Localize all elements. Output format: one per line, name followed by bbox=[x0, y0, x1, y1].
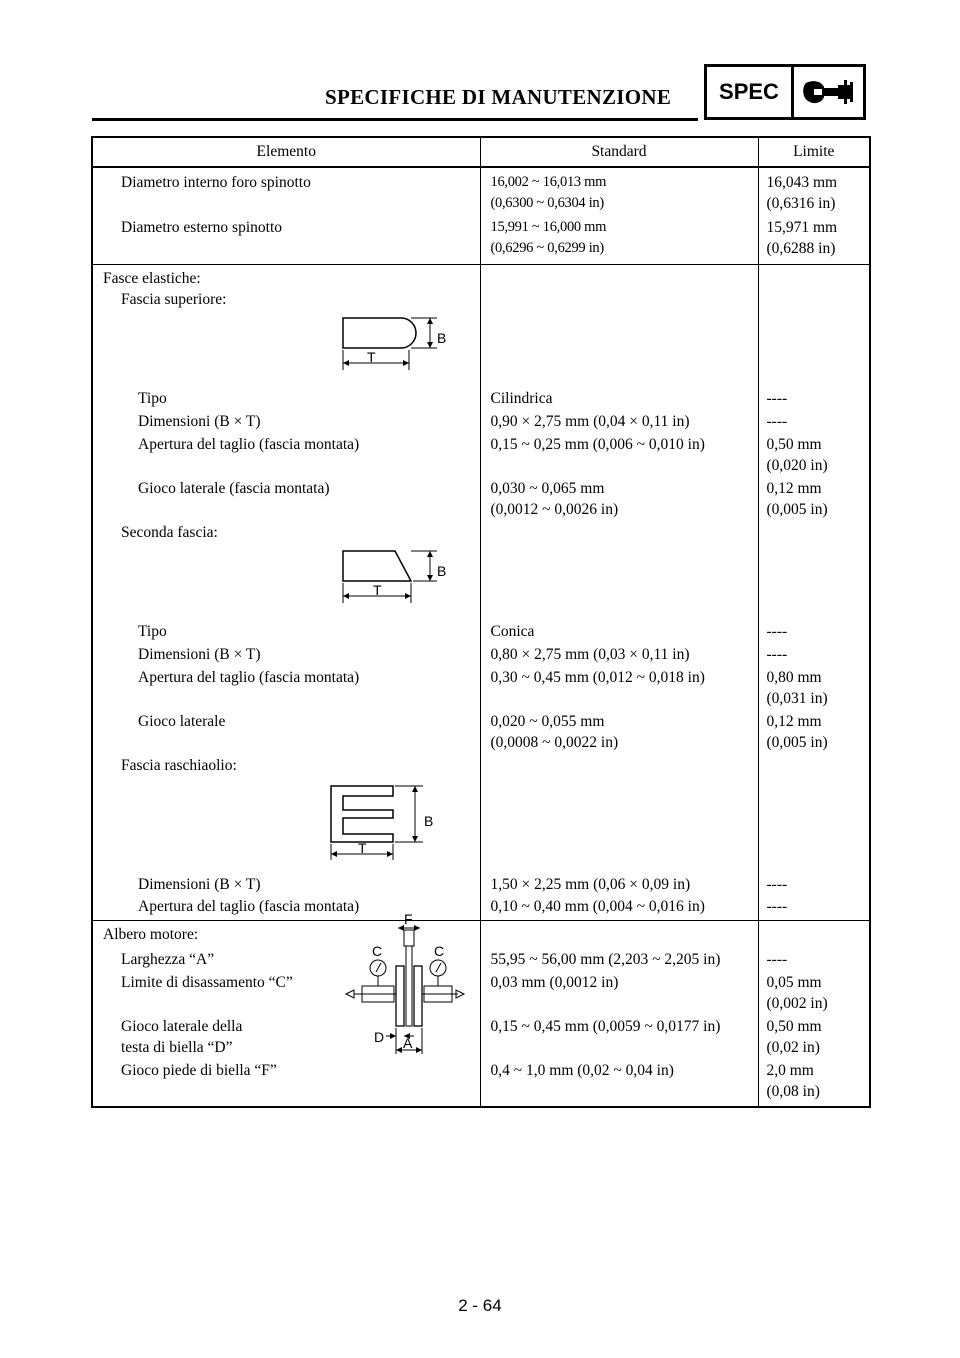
table-row bbox=[92, 709, 870, 753]
row-limit: 16,043 mm (0,6316 in) bbox=[766, 174, 838, 212]
row-standard: 0,30 ~ 0,45 mm (0,012 ~ 0,018 in) bbox=[480, 665, 758, 709]
row-limit: 0,12 mm (0,005 in) bbox=[766, 480, 828, 518]
fig-label-a: A bbox=[403, 1035, 413, 1051]
fig-label-d: D bbox=[374, 1029, 385, 1045]
section-title: Albero motore: bbox=[92, 921, 480, 946]
section-piston-rings bbox=[92, 265, 870, 921]
fig-label-f: F bbox=[404, 911, 413, 927]
row-label: Diametro esterno spinotto bbox=[92, 214, 480, 265]
row-label: Gioco laterale della testa di biella “D” bbox=[92, 1014, 480, 1058]
row-limit: ---- bbox=[766, 646, 788, 663]
row-label: Dimensioni (B × T) bbox=[92, 409, 480, 432]
row-standard: 16,002 ~ 16,013 mm (0,6300 ~ 0,6304 in) bbox=[480, 167, 758, 214]
row-limit: 0,50 mm (0,020 in) bbox=[766, 436, 828, 474]
row-standard: 1,50 × 2,25 mm (0,06 × 0,09 in) bbox=[480, 874, 758, 895]
row-label: Limite di disassamento “C” bbox=[92, 970, 480, 1014]
row-label: Gioco laterale (fascia montata) bbox=[92, 476, 480, 520]
row-limit: 0,80 mm (0,031 in) bbox=[766, 669, 828, 707]
row-limit: 15,971 mm (0,6288 in) bbox=[766, 219, 838, 257]
fig-label-c-left: C bbox=[372, 943, 383, 959]
row-standard: 0,15 ~ 0,25 mm (0,006 ~ 0,010 in) bbox=[480, 432, 758, 476]
subsection-title: Fascia superiore: bbox=[92, 289, 480, 310]
row-standard: 55,95 ~ 56,00 mm (2,203 ~ 2,205 in) bbox=[480, 945, 758, 970]
row-standard: 0,020 ~ 0,055 mm (0,0008 ~ 0,0022 in) bbox=[480, 709, 758, 753]
row-limit: ---- bbox=[766, 876, 788, 893]
row-label: Gioco laterale bbox=[92, 709, 480, 753]
section-title: Fasce elastiche: bbox=[92, 265, 480, 290]
page-number: 2 - 64 bbox=[458, 1296, 502, 1315]
row-label: Diametro interno foro spinotto bbox=[92, 167, 480, 214]
col-header-standard: Standard bbox=[480, 137, 758, 167]
fig-label-b: B bbox=[437, 330, 447, 346]
fig-label-t: T bbox=[373, 582, 382, 598]
wrench-icon bbox=[794, 67, 863, 117]
fig-label-b: B bbox=[437, 563, 447, 579]
row-limit: ---- bbox=[766, 623, 788, 640]
row-label: Apertura del taglio (fascia montata) bbox=[92, 665, 480, 709]
page-title: SPECIFICHE DI MANUTENZIONE bbox=[325, 85, 672, 109]
section-crankshaft bbox=[92, 921, 870, 1108]
col-header-limite: Limite bbox=[758, 137, 870, 167]
table-row bbox=[92, 665, 870, 709]
table-row bbox=[92, 432, 870, 476]
table-row bbox=[92, 642, 870, 665]
row-limit: 0,50 mm (0,02 in) bbox=[766, 1018, 822, 1056]
spec-badge bbox=[704, 64, 866, 120]
table-row bbox=[92, 1014, 870, 1058]
row-label: Dimensioni (B × T) bbox=[92, 874, 480, 895]
table-row bbox=[92, 167, 870, 214]
row-limit: ---- bbox=[766, 898, 788, 915]
row-label: Gioco piede di biella “F” bbox=[92, 1058, 480, 1107]
row-limit: 2,0 mm (0,08 in) bbox=[766, 1062, 820, 1100]
row-standard: 0,03 mm (0,0012 in) bbox=[480, 970, 758, 1014]
row-limit: 0,12 mm (0,005 in) bbox=[766, 713, 828, 751]
row-standard: Cilindrica bbox=[480, 388, 758, 409]
second-ring-figure bbox=[92, 543, 480, 621]
header-rule bbox=[92, 118, 698, 121]
fig-label-c-right: C bbox=[434, 943, 445, 959]
row-label: Dimensioni (B × T) bbox=[92, 642, 480, 665]
row-label: Tipo bbox=[92, 621, 480, 642]
row-standard: 0,10 ~ 0,40 mm (0,004 ~ 0,016 in) bbox=[480, 895, 758, 921]
table-header-row bbox=[92, 137, 870, 167]
oil-ring-figure bbox=[92, 776, 480, 874]
fig-label-b: B bbox=[424, 813, 434, 829]
table-row bbox=[92, 874, 870, 895]
row-standard: 0,030 ~ 0,065 mm (0,0012 ~ 0,0026 in) bbox=[480, 476, 758, 520]
subsection-title: Seconda fascia: bbox=[92, 520, 480, 543]
row-limit: ---- bbox=[766, 951, 788, 968]
row-label: Larghezza “A” bbox=[92, 945, 480, 970]
spec-table bbox=[91, 136, 871, 1108]
table-row bbox=[92, 409, 870, 432]
row-label: Tipo bbox=[92, 388, 480, 409]
table-row bbox=[92, 945, 870, 970]
fig-label-t: T bbox=[358, 840, 367, 856]
col-header-elemento: Elemento bbox=[92, 137, 480, 167]
table-row bbox=[92, 1058, 870, 1107]
top-ring-figure bbox=[92, 310, 480, 388]
crankshaft-figure bbox=[340, 908, 470, 1058]
row-limit: ---- bbox=[766, 390, 788, 407]
row-limit: ---- bbox=[766, 413, 788, 430]
row-label: Apertura del taglio (fascia montata) bbox=[92, 432, 480, 476]
row-label: Apertura del taglio (fascia montata) bbox=[92, 895, 480, 921]
table-row bbox=[92, 621, 870, 642]
table-row bbox=[92, 214, 870, 265]
spec-badge-label: SPEC bbox=[707, 67, 794, 117]
table-row bbox=[92, 388, 870, 409]
subsection-title: Fascia raschiaolio: bbox=[92, 753, 480, 776]
fig-label-t: T bbox=[367, 349, 376, 365]
table-row bbox=[92, 970, 870, 1014]
table-row bbox=[92, 476, 870, 520]
section-piston-pin bbox=[92, 167, 870, 265]
row-standard: 0,15 ~ 0,45 mm (0,0059 ~ 0,0177 in) bbox=[480, 1014, 758, 1058]
row-standard: 15,991 ~ 16,000 mm (0,6296 ~ 0,6299 in) bbox=[480, 214, 758, 265]
row-standard: 0,4 ~ 1,0 mm (0,02 ~ 0,04 in) bbox=[480, 1058, 758, 1107]
table-row bbox=[92, 895, 870, 921]
row-standard: 0,90 × 2,75 mm (0,04 × 0,11 in) bbox=[480, 409, 758, 432]
row-limit: 0,05 mm (0,002 in) bbox=[766, 974, 828, 1012]
row-standard: Conica bbox=[480, 621, 758, 642]
row-standard: 0,80 × 2,75 mm (0,03 × 0,11 in) bbox=[480, 642, 758, 665]
